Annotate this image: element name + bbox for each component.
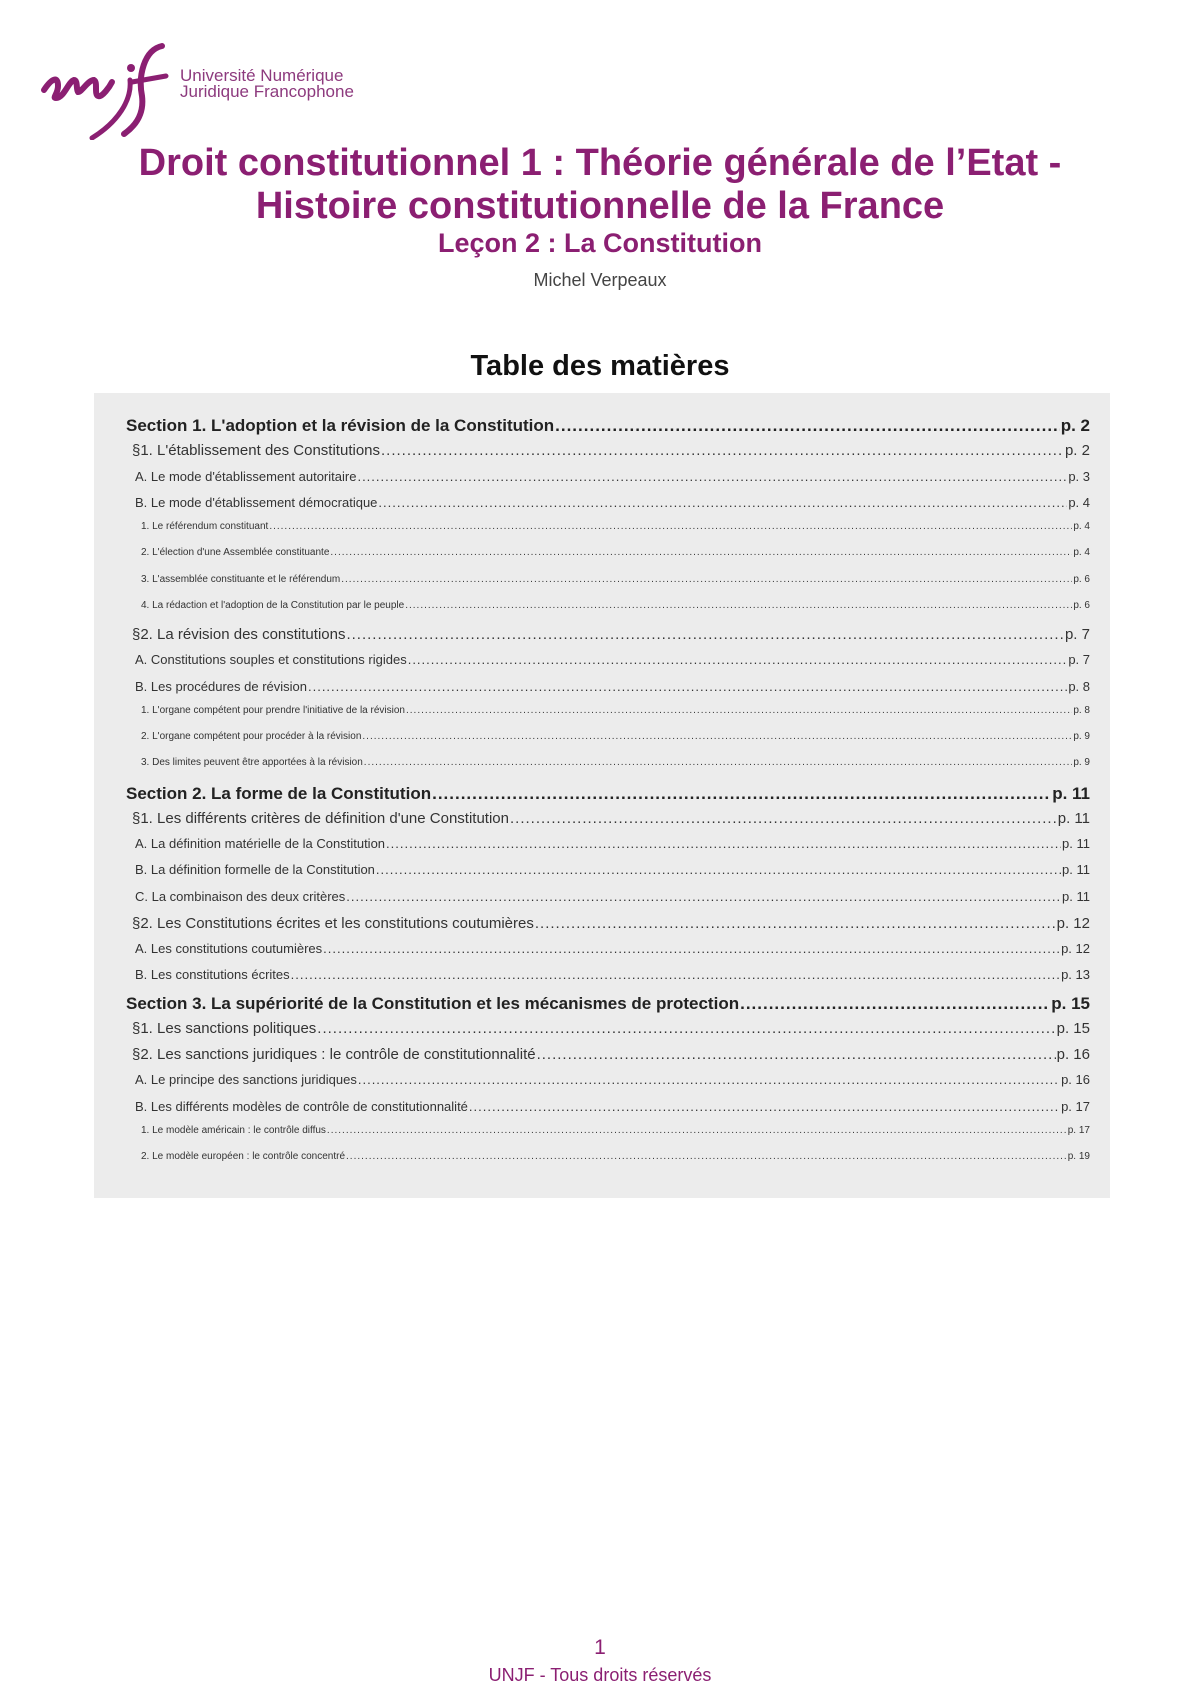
toc-entry-page: p. 19 [1067, 1151, 1090, 1162]
toc-entry[interactable] [94, 836, 1110, 862]
toc-leader-dots [740, 994, 1050, 1014]
table-of-contents [94, 393, 1110, 1198]
toc-leader-dots [323, 941, 1060, 956]
toc-entry-page: p. 4 [1068, 494, 1090, 510]
toc-entry[interactable] [94, 600, 1110, 626]
toc-entry-page: p. 17 [1061, 1098, 1090, 1114]
toc-entry-page: p. 9 [1073, 757, 1090, 769]
toc-entry[interactable] [94, 469, 1110, 495]
toc-entry-page: p. 15 [1056, 1019, 1090, 1037]
toc-entry-page: p. 13 [1061, 967, 1090, 983]
toc-entry-label: Section 3. La supériorité de la Constitution et les mécanismes de protection [126, 993, 740, 1013]
toc-entry-page: p. 11 [1062, 862, 1090, 878]
toc-entry-label: A. Constitutions souples et constitutions rigides [135, 652, 407, 668]
toc-entry[interactable] [94, 757, 1110, 783]
toc-entry-label: B. Les procédures de révision [135, 678, 307, 694]
toc-entry-label: A. Les constitutions coutumières [135, 941, 323, 956]
toc-entry-label: 1. Le référendum constituant [141, 521, 269, 532]
toc-entry-label: §1. L'établissement des Constitutions [132, 442, 381, 460]
footer-copyright: UNJF - Tous droits réservés [488, 1665, 712, 1685]
logo-line-2: Juridique Francophone [180, 82, 354, 101]
toc-entry[interactable] [94, 705, 1110, 731]
toc-leader-dots [555, 416, 1060, 436]
toc-entry[interactable] [94, 652, 1110, 678]
toc-leader-dots [341, 574, 1072, 585]
toc-entry-page: p. 6 [1073, 573, 1090, 585]
toc-entry[interactable] [94, 547, 1110, 573]
toc-heading: Table des matières [470, 350, 730, 382]
author-name: Michel Verpeaux [533, 270, 667, 290]
toc-entry[interactable] [94, 889, 1110, 915]
toc-entry[interactable] [94, 994, 1110, 1020]
toc-entry[interactable] [94, 1125, 1110, 1151]
toc-entry-page: p. 4 [1073, 521, 1090, 532]
toc-entry-label: B. Les différents modèles de contrôle de constitutionnalité [135, 1098, 468, 1114]
toc-leader-dots [346, 626, 1064, 643]
logo-line-1: Université Numérique [180, 66, 344, 85]
toc-entry-label: 3. L'assemblée constituante et le référendum [141, 573, 341, 585]
toc-entry-label: B. Le mode d'établissement démocratique [135, 494, 378, 510]
toc-leader-dots [405, 600, 1072, 611]
toc-entry[interactable] [94, 442, 1110, 468]
toc-entry-label: §1. Les différents critères de définition d'une Constitution [132, 809, 509, 827]
unjf-logo [38, 40, 378, 140]
toc-entry-label: §2. Les Constitutions écrites et les constitutions coutumières [132, 914, 534, 932]
toc-entry-label: 2. Le modèle européen : le contrôle concentré [141, 1151, 346, 1162]
toc-entry[interactable] [94, 862, 1110, 888]
toc-leader-dots [469, 1099, 1060, 1114]
toc-entry[interactable] [94, 416, 1110, 442]
toc-entry-label: Section 1. L'adoption et la révision de la Constitution [126, 416, 555, 435]
toc-list [94, 416, 1110, 1177]
toc-leader-dots [357, 469, 1067, 484]
logo-text [180, 68, 354, 100]
lesson-subtitle: Leçon 2 : La Constitution [438, 228, 762, 258]
toc-entry-page: p. 17 [1067, 1124, 1090, 1136]
toc-leader-dots [432, 784, 1051, 804]
toc-leader-dots [346, 889, 1061, 904]
toc-entry-label: 3. Des limites peuvent être apportées à la révision [141, 757, 363, 769]
toc-entry[interactable] [94, 1020, 1110, 1046]
toc-entry-page: p. 15 [1051, 993, 1090, 1013]
toc-entry-label: 4. La rédaction et l'adoption de la Constitution par le peuple [141, 599, 405, 611]
toc-entry[interactable] [94, 967, 1110, 993]
toc-entry-page: p. 2 [1064, 442, 1090, 460]
toc-entry[interactable] [94, 941, 1110, 967]
toc-leader-dots [381, 442, 1064, 459]
toc-entry-page: p. 11 [1057, 809, 1090, 827]
toc-entry-label: Section 2. La forme de la Constitution [126, 783, 432, 803]
page-number: 1 [594, 1636, 606, 1659]
toc-leader-dots [408, 652, 1068, 667]
toc-entry-label: §2. Les sanctions juridiques : le contrôle de constitutionnalité [132, 1046, 536, 1063]
toc-entry[interactable] [94, 1072, 1110, 1098]
toc-leader-dots [317, 1020, 1055, 1037]
document-title: Droit constitutionnel 1 : Théorie générale de l’Etat - Histoire constitutionnelle de la France [138, 142, 1062, 227]
toc-entry-label: 2. L'élection d'une Assemblée constituante [141, 547, 330, 559]
toc-entry-page: p. 11 [1052, 783, 1090, 803]
toc-entry[interactable] [94, 810, 1110, 836]
toc-leader-dots [330, 547, 1072, 558]
toc-entry-label: 1. Le modèle américain : le contrôle diffus [141, 1124, 326, 1136]
toc-leader-dots [376, 862, 1061, 877]
toc-entry-page: p. 16 [1061, 1072, 1090, 1088]
toc-entry-page: p. 2 [1060, 416, 1090, 435]
toc-entry-page: p. 7 [1068, 652, 1090, 668]
toc-leader-dots [269, 521, 1072, 532]
toc-entry-page: p. 16 [1056, 1046, 1090, 1063]
toc-entry[interactable] [94, 1099, 1110, 1125]
toc-leader-dots [535, 915, 1056, 932]
toc-entry-page: p. 11 [1062, 888, 1090, 904]
toc-entry[interactable] [94, 626, 1110, 652]
toc-entry-label: B. La définition formelle de la Constitution [135, 862, 375, 878]
toc-entry-page: p. 11 [1062, 836, 1090, 851]
toc-leader-dots [308, 679, 1067, 694]
unjf-logo-mark-icon [38, 40, 178, 140]
toc-entry[interactable] [94, 915, 1110, 941]
toc-entry-page: p. 12 [1061, 941, 1090, 956]
toc-entry[interactable] [94, 731, 1110, 757]
toc-leader-dots [327, 1125, 1067, 1136]
toc-entry[interactable] [94, 495, 1110, 521]
toc-entry[interactable] [94, 574, 1110, 600]
toc-entry-label: B. Les constitutions écrites [135, 967, 290, 983]
toc-entry[interactable] [94, 1151, 1110, 1177]
toc-entry[interactable] [94, 679, 1110, 705]
toc-leader-dots [346, 1151, 1067, 1162]
toc-leader-dots [291, 967, 1060, 982]
toc-entry-label: A. Le principe des sanctions juridiques [135, 1072, 357, 1088]
toc-entry-page: p. 12 [1056, 914, 1090, 932]
toc-entry[interactable] [94, 784, 1110, 810]
toc-entry-label: 1. L'organe compétent pour prendre l'initiative de la révision [141, 704, 405, 716]
toc-entry-page: p. 8 [1068, 678, 1090, 694]
toc-entry-label: §2. La révision des constitutions [132, 626, 346, 643]
toc-entry-page: p. 7 [1064, 626, 1090, 643]
toc-entry-page: p. 9 [1073, 731, 1090, 742]
toc-leader-dots [510, 810, 1057, 827]
toc-leader-dots [378, 495, 1067, 510]
toc-entry-label: A. La définition matérielle de la Constitution [135, 836, 386, 851]
toc-entry-label: C. La combinaison des deux critères [135, 888, 346, 904]
toc-entry-label: 2. L'organe compétent pour procéder à la révision [141, 731, 362, 742]
toc-leader-dots [537, 1046, 1056, 1063]
toc-entry[interactable] [94, 521, 1110, 547]
toc-entry-page: p. 8 [1073, 704, 1090, 716]
toc-leader-dots [406, 705, 1072, 716]
toc-entry[interactable] [94, 1046, 1110, 1072]
toc-entry-page: p. 4 [1073, 547, 1090, 559]
toc-leader-dots [362, 731, 1072, 742]
toc-entry-label: §1. Les sanctions politiques [132, 1019, 317, 1037]
toc-leader-dots [364, 757, 1073, 768]
toc-entry-page: p. 6 [1073, 599, 1090, 611]
toc-leader-dots [358, 1072, 1060, 1087]
toc-leader-dots [386, 836, 1061, 851]
toc-entry-label: A. Le mode d'établissement autoritaire [135, 468, 357, 484]
toc-entry-page: p. 3 [1068, 468, 1090, 484]
